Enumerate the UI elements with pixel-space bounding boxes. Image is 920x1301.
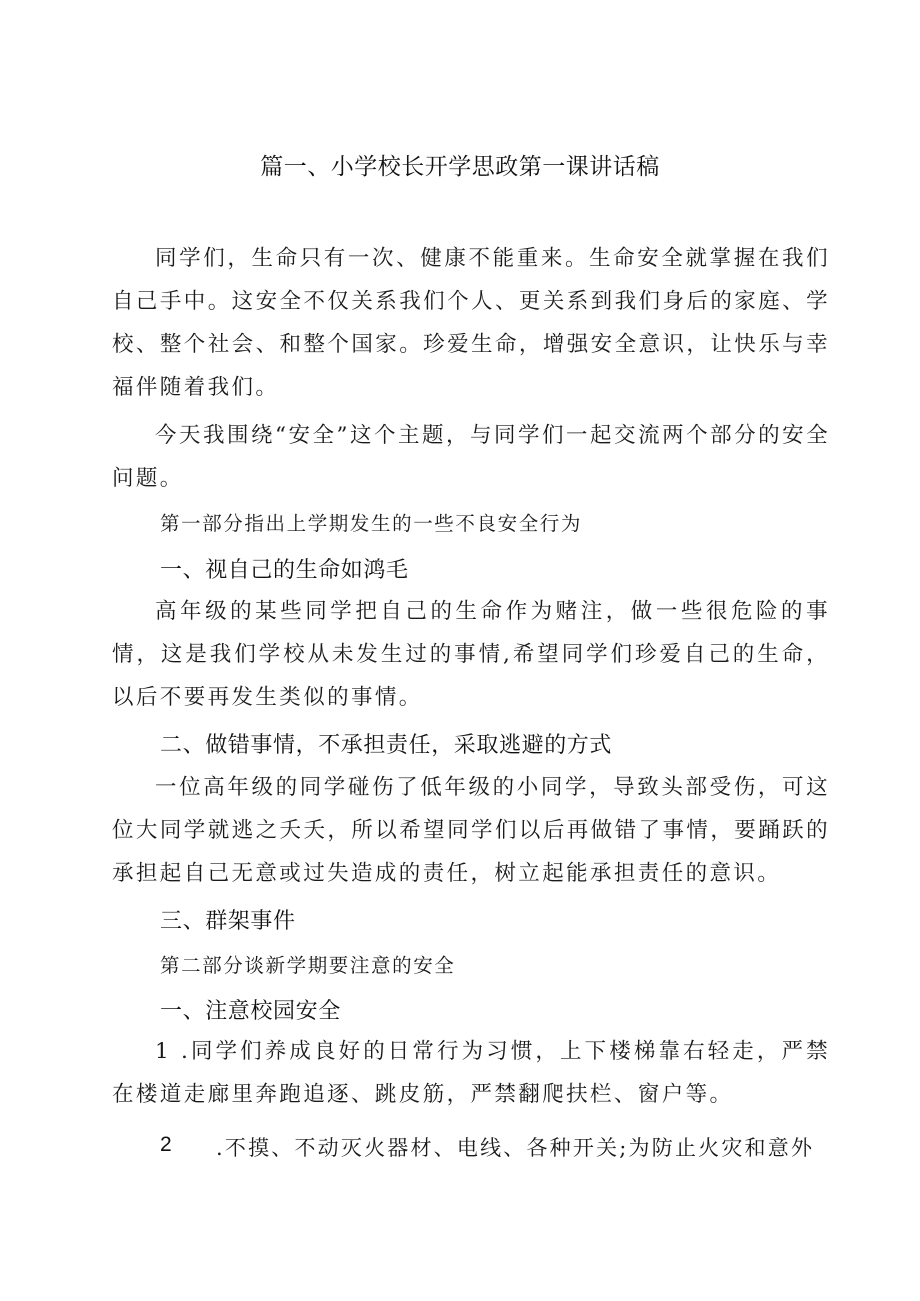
list-item-2-number: 2 — [160, 1133, 172, 1156]
part-one-heading: 第一部分指出上学期发生的一些不良安全行为 — [160, 512, 583, 535]
part-two-heading: 第二部分谈新学期要注意的安全 — [160, 954, 456, 977]
section-heading-4: 一、注意校园安全 — [160, 999, 341, 1024]
list-item-2-text: .不摸、不动灭火器材、电线、各种开关;为防止火灾和意外 — [216, 1136, 815, 1160]
list-item-1: 1 .同学们养成良好的日常行为习惯，上下楼梯靠右轻走，严禁在楼道走廊里奔跑追逐、跳皮筋，严禁翻爬扶栏、窗户等。 — [112, 1039, 830, 1107]
document-title: 篇一、小学校长开学思政第一课讲话稿 — [260, 154, 660, 180]
paragraph-theme: 今天我围绕“安全”这个主题，与同学们一起交流两个部分的安全问题。 — [112, 423, 830, 491]
paragraph-section-1: 高年级的某些同学把自己的生命作为赌注，做一些很危险的事情，这是我们学校从未发生过的事情,希望同学们珍爱自己的生命，以后不要再发生类似的事情。 — [112, 599, 830, 710]
section-heading-2: 二、做错事情，不承担责任，采取逃避的方式 — [160, 733, 613, 758]
section-heading-1: 一、视自己的生命如鸿毛 — [160, 558, 409, 583]
section-heading-3: 三、群架事件 — [160, 909, 296, 934]
paragraph-opening: 同学们，生命只有一次、健康不能重来。生命安全就掌握在我们自己手中。这安全不仅关系我们个人、更关系到我们身后的家庭、学校、整个社会、和整个国家。珍爱生命，增强安全意识，让快乐与幸福伴随着我们。 — [112, 246, 830, 400]
paragraph-section-2: 一位高年级的同学碰伤了低年级的小同学，导致头部受伤，可这位大同学就逃之夭夭，所以希望同学们以后再做错了事情，要踊跃的承担起自己无意或过失造成的责任，树立起能承担责任的意识。 — [112, 775, 830, 886]
